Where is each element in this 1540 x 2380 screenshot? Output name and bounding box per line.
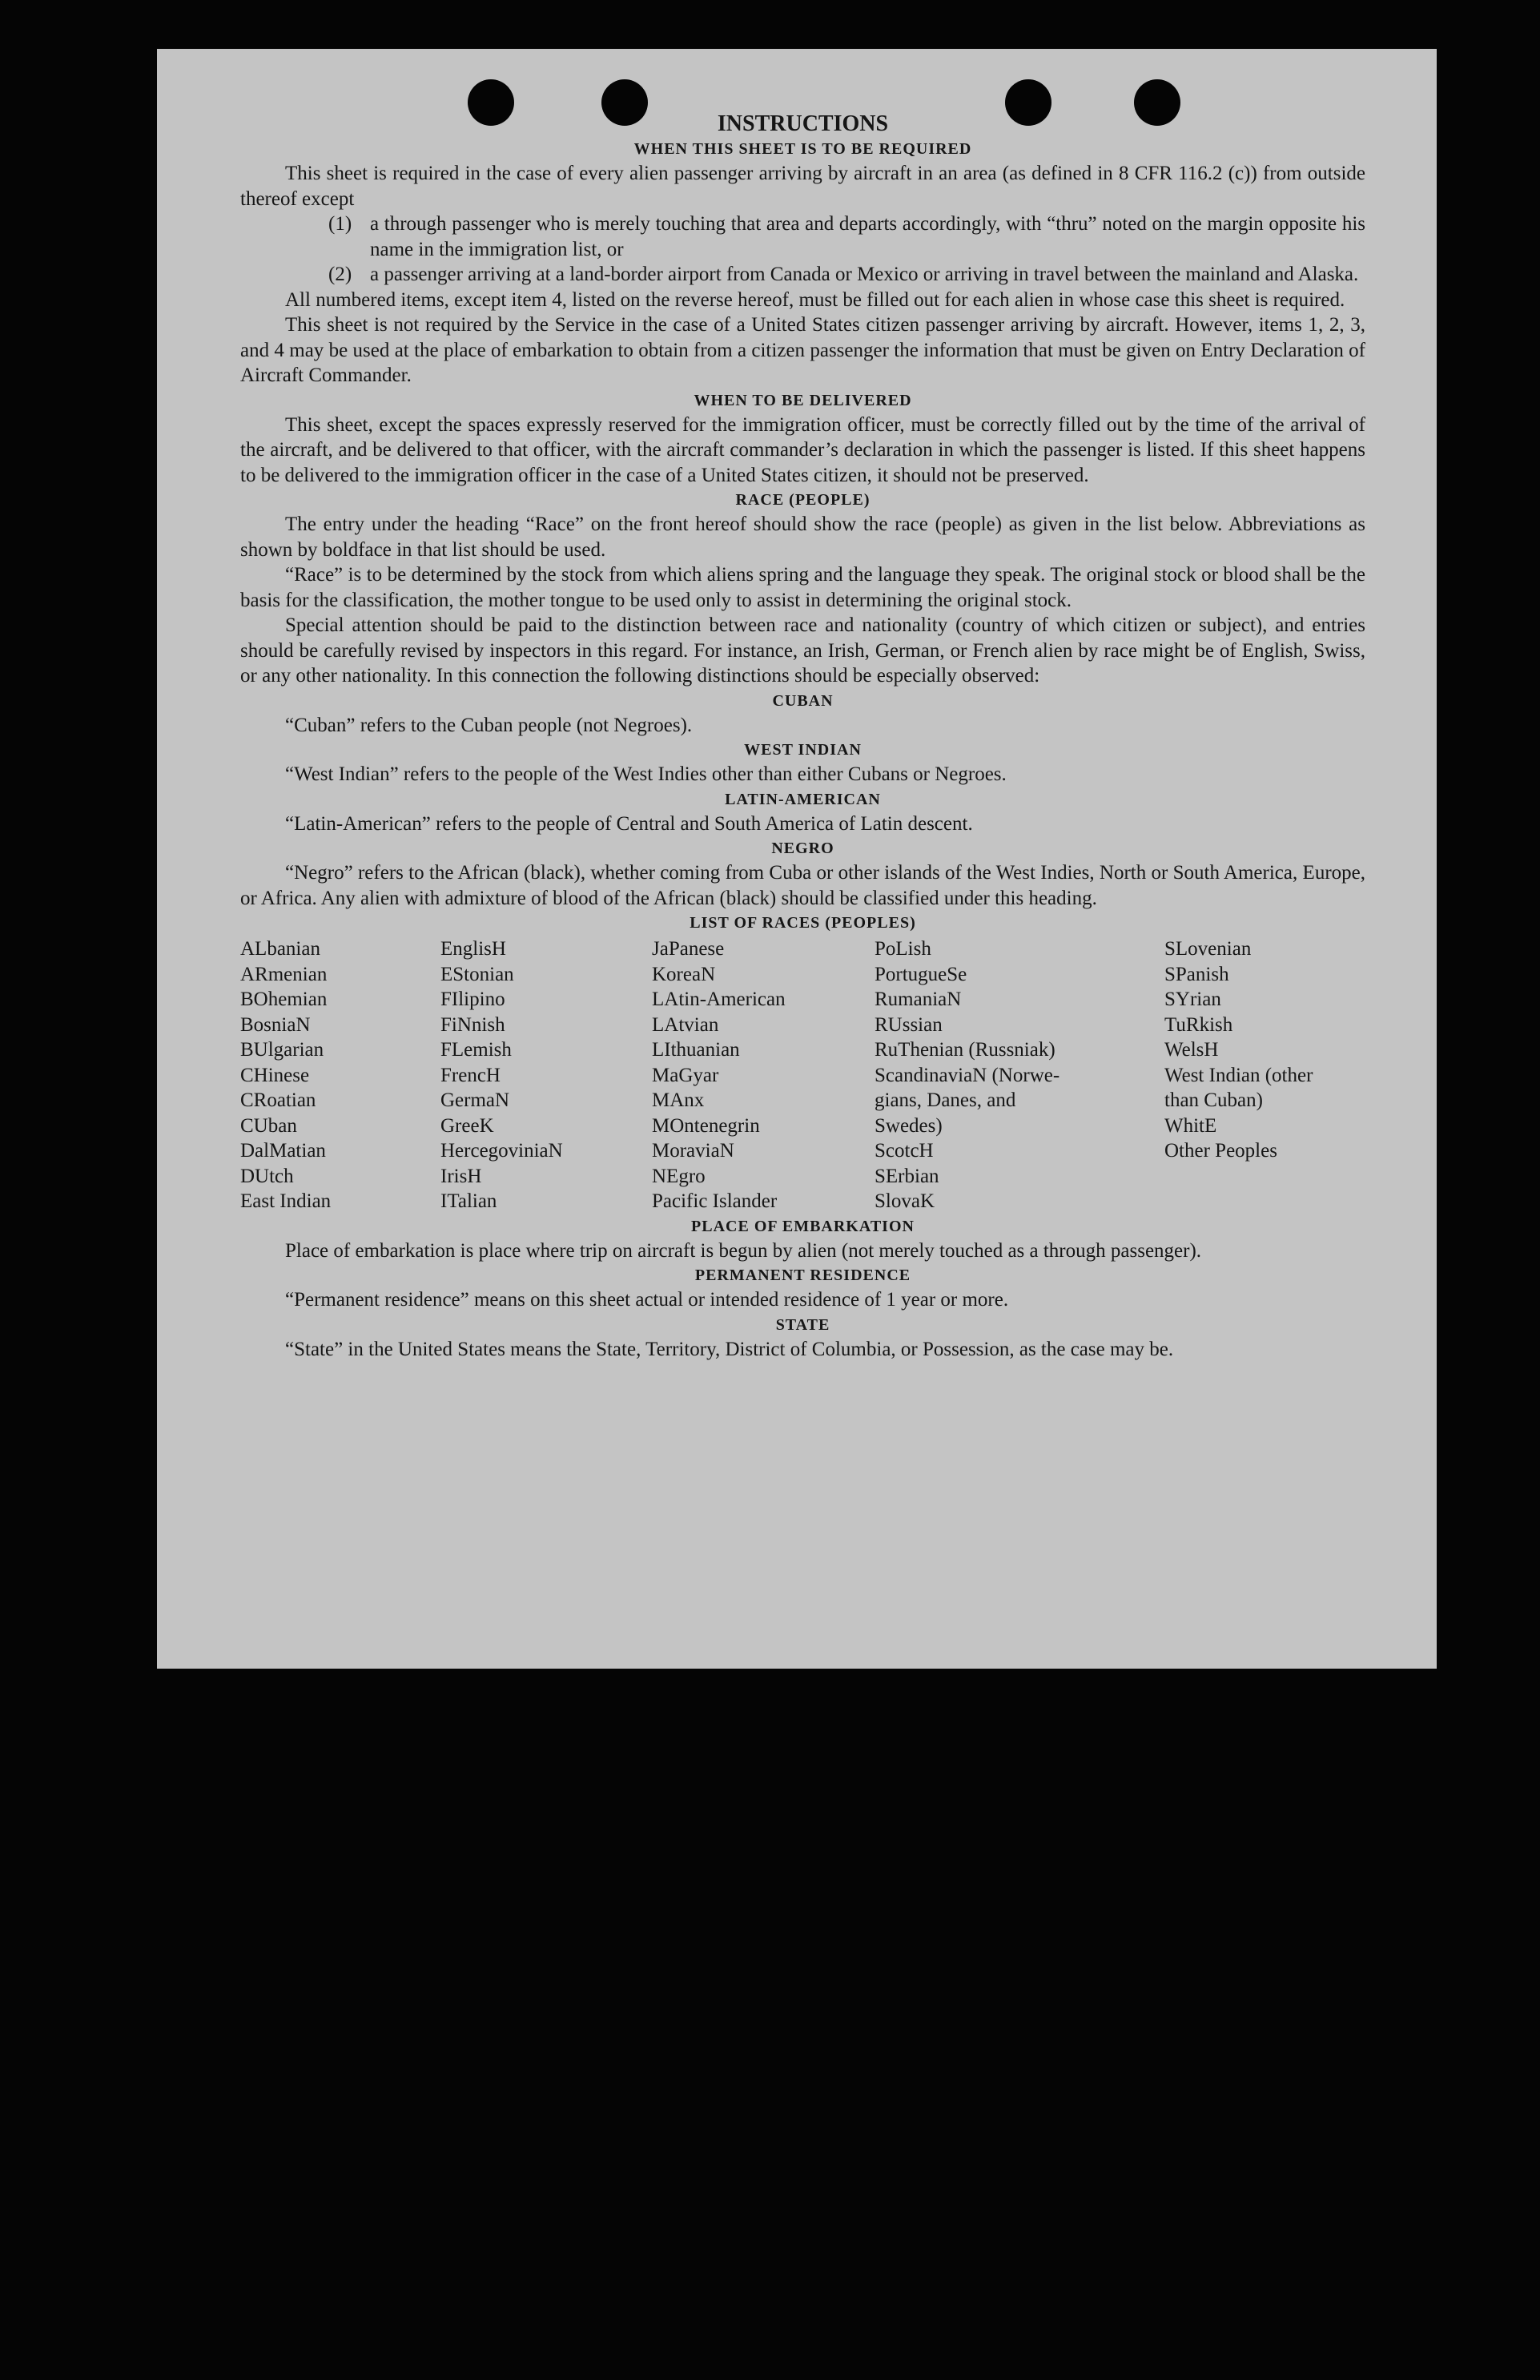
race-entry: than Cuban) [1164,1089,1263,1111]
paragraph: All numbered items, except item 4, listed on the reverse hereof, must be filled out for each alien in whose case this sheet is required. [285,288,1345,311]
race-entry: MAnx [652,1089,705,1111]
race-entry: CUban [240,1114,297,1137]
list-item [328,211,1365,262]
paragraph: “Negro” refers to the African (black), whether coming from Cuba or other islands of the West Indies, North or South America, Europe, or Africa. Any alien with admixture of blood of the African (black) should be classified under this heading. [240,862,1365,909]
item-number: (1) [328,213,352,235]
paragraph: “Latin-American” refers to the people of Central and South America of Latin descent. [285,812,973,835]
section-heading: CUBAN [772,691,834,710]
paragraph: “Cuban” refers to the Cuban people (not Negroes). [285,714,693,736]
race-entry: SLovenian [1164,938,1252,960]
race-entry: WhitE [1164,1114,1217,1137]
item-text: a passenger arriving at a land-border airport from Canada or Mexico or arriving in travel between the mainland and Alaska. [370,264,1359,285]
section-heading: WHEN TO BE DELIVERED [694,391,912,409]
races-column [440,936,652,1214]
section-heading: LATIN-AMERICAN [725,790,881,808]
race-entry: gians, Danes, and [875,1089,1016,1111]
race-entry: HercegoviniaN [440,1140,563,1162]
document-sheet [157,49,1437,1669]
races-column [1164,936,1365,1214]
race-entry: FiNnish [440,1013,505,1036]
race-entry: FIlipino [440,989,505,1010]
list-item [328,262,1365,288]
race-entry: MaGyar [652,1064,719,1086]
paragraph: Special attention should be paid to the distinction between race and nationality (country of which citizen or subject), and entries should be carefully revised by inspectors in this regard. For instance, an Irish, German, or French alien by race might be of English, Swiss, or any other nationality. In this connection the following distinctions should be especially observed: [240,614,1365,687]
races-list [240,936,1365,1214]
page-title: INSTRUCTIONS [717,111,889,136]
race-entry: LIthuanian [652,1039,740,1061]
race-entry: Swedes) [875,1114,943,1137]
paragraph: This sheet, except the spaces expressly reserved for the immigration officer, must be correctly filled out by the time of the arrival of the aircraft, and be delivered to that officer, with the aircraft commander’s declaration in which the passenger is listed. If this sheet happens to be delivered to the immigration officer in the case of a United States citizen, it should not be preserved. [240,413,1365,486]
race-entry: TuRkish [1164,1013,1233,1036]
paragraph: This sheet is not required by the Service in the case of a United States citizen passenger arriving by aircraft. However, items 1, 2, 3, and 4 may be used at the place of embarkation to obtain from a citizen passenger the information that must be given on Entry Declaration of Aircraft Commander. [240,314,1365,386]
paragraph: “Permanent residence” means on this sheet actual or intended residence of 1 year or more. [285,1289,1009,1311]
section-heading: STATE [775,1315,830,1334]
race-entry: East Indian [240,1190,332,1212]
section-heading: PERMANENT RESIDENCE [694,1267,911,1284]
paragraph: The entry under the heading “Race” on the front hereof should show the race (people) as given in the list below. Abbreviations as shown by boldface in that list should be used. [240,513,1365,561]
race-entry: KoreaN [652,963,716,985]
race-entry: ARmenian [240,963,328,985]
race-entry: West Indian (other [1164,1064,1313,1086]
race-entry: GreeK [440,1114,494,1137]
race-entry: MoraviaN [652,1140,734,1162]
race-entry: RumaniaN [875,989,962,1010]
race-entry: CRoatian [240,1089,316,1111]
race-entry: GermaN [440,1089,510,1111]
section-heading: NEGRO [771,840,834,857]
item-text: a through passenger who is merely touching that area and departs accordingly, with “thru” noted on the margin opposite his name in the immigration list, or [370,213,1365,260]
section-heading: WHEN THIS SHEET IS TO BE REQUIRED [633,140,972,158]
item-number: (2) [328,264,352,285]
race-entry: FLemish [440,1039,512,1061]
race-entry: NEgro [652,1165,706,1187]
race-entry: BosniaN [240,1013,311,1036]
race-entry: BOhemian [240,989,328,1010]
paragraph: This sheet is required in the case of every alien passenger arriving by aircraft in an area (as defined in 8 CFR 116.2 (c)) from outside thereof except [240,163,1365,210]
race-entry: ScandinaviaN (Norwe- [875,1064,1060,1086]
race-entry: SlovaK [875,1190,935,1212]
section-heading: LIST OF RACES (PEOPLES) [690,914,916,932]
race-entry: CHinese [240,1064,310,1086]
race-entry: PortugueSe [875,963,967,985]
race-entry: LAtin-American [652,989,786,1010]
paragraph: “State” in the United States means the State, Territory, District of Columbia, or Possession, as the case may be. [285,1338,1174,1360]
section-heading: RACE (PEOPLE) [735,491,871,509]
races-column [875,936,1164,1214]
race-entry: PoLish [875,938,931,960]
race-entry: SYrian [1164,989,1221,1010]
race-entry: BUlgarian [240,1039,324,1061]
paragraph: “Race” is to be determined by the stock from which aliens spring and the language they speak. The original stock or blood shall be the basis for the classification, the mother tongue to be used only to assist in determining the original stock. [240,564,1365,611]
race-entry: Other Peoples [1164,1140,1277,1162]
race-entry: JaPanese [652,938,725,960]
race-entry: FrencH [440,1064,501,1086]
race-entry: RuThenian (Russniak) [875,1039,1055,1061]
race-entry: ALbanian [240,938,320,960]
race-entry: DUtch [240,1165,294,1187]
race-entry: DalMatian [240,1140,326,1162]
section-heading: WEST INDIAN [744,741,862,759]
race-entry: MOntenegrin [652,1114,760,1137]
race-entry: SPanish [1164,963,1229,985]
instructions-content [240,111,1365,1362]
races-column [652,936,875,1214]
races-column [240,936,440,1214]
race-entry: EStonian [440,963,514,985]
race-entry: ScotcH [875,1140,934,1162]
race-entry: Pacific Islander [652,1190,778,1212]
race-entry: EnglisH [440,938,506,960]
race-entry: RUssian [875,1013,943,1036]
race-entry: SErbian [875,1165,939,1187]
race-entry: ITalian [440,1190,497,1212]
race-entry: WelsH [1164,1039,1219,1061]
section-heading: PLACE OF EMBARKATION [691,1217,915,1235]
race-entry: LAtvian [652,1013,719,1036]
paragraph: Place of embarkation is place where trip on aircraft is begun by alien (not merely touched as a through passenger). [285,1239,1202,1262]
race-entry: IrisH [440,1165,482,1187]
paragraph: “West Indian” refers to the people of the West Indies other than either Cubans or Negroes. [285,763,1007,785]
